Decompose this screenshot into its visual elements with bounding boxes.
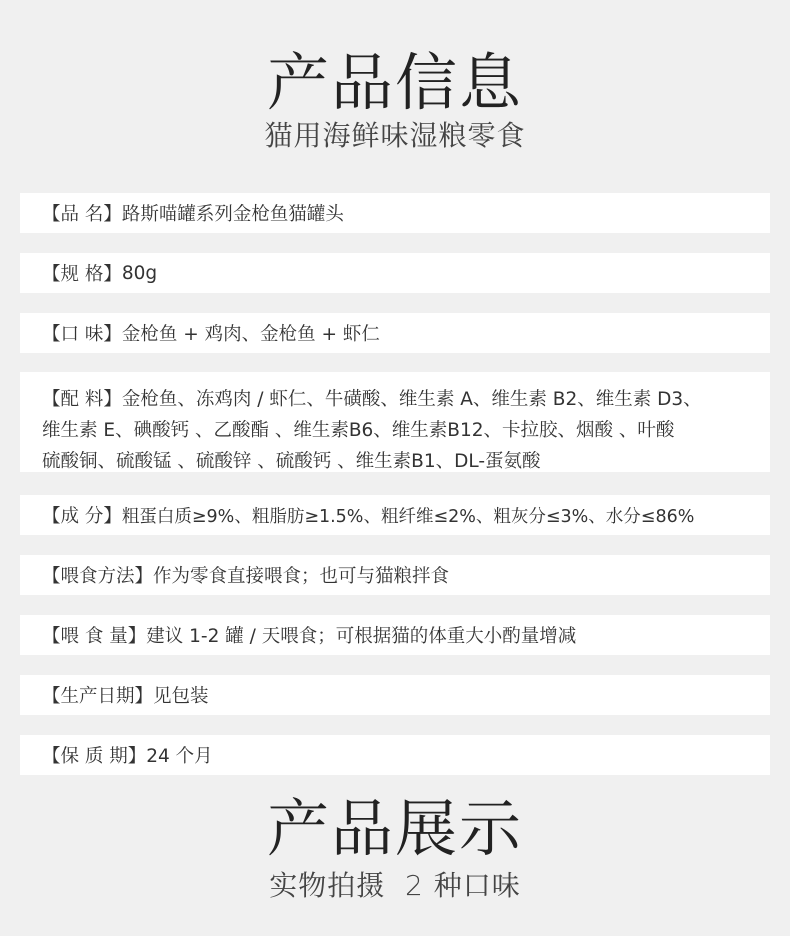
header-subtitle-wrap (0, 119, 790, 152)
info-label: 【规 格】 (42, 264, 122, 285)
info-label: 【品 名】 (42, 204, 122, 225)
info-row-feeding-method (20, 555, 770, 595)
ingredients-line-1 (42, 384, 702, 415)
ingredients-line-2: 维生素 E、碘酸钙 、乙酸酯 、维生素B6、维生素B12、卡拉胶、烟酸 、叶酸 (42, 420, 675, 441)
info-label: 【生产日期】 (42, 686, 154, 707)
info-value: 金枪鱼 + 鸡肉、金枪鱼 + 虾仁 (121, 324, 380, 345)
info-label: 【成 分】 (42, 506, 122, 527)
info-value: 粗蛋白质≥9%、粗脂肪≥1.5%、粗纤维≤2%、粗灰分≤3%、水分≤86% (121, 506, 695, 527)
info-label: 【喂食方法】 (42, 566, 154, 587)
footer-subtitle-wrap (0, 869, 790, 902)
page-title: 产品信息 (266, 46, 523, 119)
section-subtitle: 实物拍摄 2 种口味 (269, 869, 521, 902)
info-row-ingredients (20, 372, 770, 472)
info-value: 见包装 (153, 686, 209, 707)
ingredients-block (42, 384, 702, 477)
info-label: 【口 味】 (42, 324, 122, 345)
header (0, 46, 790, 119)
info-value: 80g (121, 262, 158, 284)
ingredients-line-3: 硫酸铜、硫酸锰 、硫酸锌 、硫酸钙 、维生素B1、DL-蛋氨酸 (42, 451, 541, 472)
info-row-production-date (20, 675, 770, 715)
info-value: 建议 1-2 罐 / 天喂食；可根据猫的体重大小酌量增减 (146, 626, 577, 647)
info-label: 【喂 食 量】 (42, 626, 147, 647)
info-row-shelf-life (20, 735, 770, 775)
footer (0, 792, 790, 865)
info-row-flavor (20, 313, 770, 353)
info-row-feeding-amount (20, 615, 770, 655)
info-value: 金枪鱼、冻鸡肉 / 虾仁、牛磺酸、维生素 A、维生素 B2、维生素 D3、 (121, 389, 702, 410)
info-row-name (20, 193, 770, 233)
info-value: 作为零食直接喂食；也可与猫粮拌食 (153, 566, 450, 587)
info-label: 【配 料】 (42, 389, 122, 410)
info-value: 24 个月 (146, 746, 213, 767)
section-title: 产品展示 (266, 792, 523, 865)
info-row-composition (20, 495, 770, 535)
info-row-spec (20, 253, 770, 293)
info-label: 【保 质 期】 (42, 746, 147, 767)
page-subtitle: 猫用海鲜味湿粮零食 (264, 119, 526, 152)
info-value: 路斯喵罐系列金枪鱼猫罐头 (121, 204, 344, 225)
